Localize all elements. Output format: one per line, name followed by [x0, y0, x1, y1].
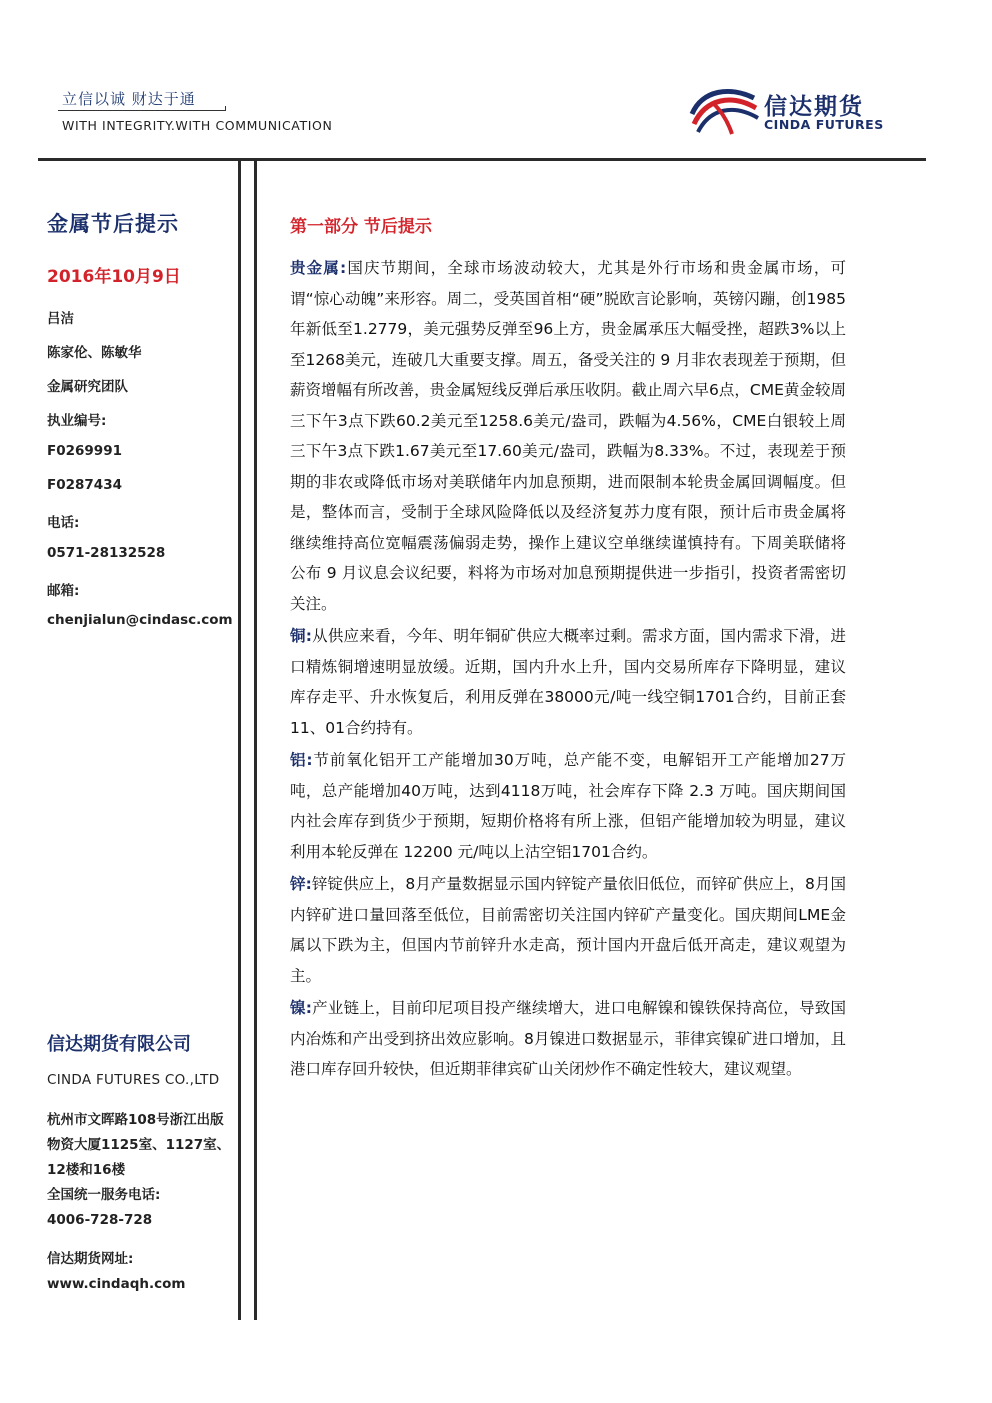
- company-contact: [47, 1108, 237, 1297]
- email-address[interactable]: chenjialun@cindasc.com: [47, 612, 233, 628]
- website-link[interactable]: www.cindaqh.com: [47, 1276, 186, 1292]
- website-label: 信达期货网址:: [47, 1251, 134, 1267]
- company-address: 杭州市文晖路108号浙江出版物资大厦1125室、1127室、12楼和16楼: [47, 1112, 231, 1178]
- hotline-number: 4006-728-728: [47, 1212, 153, 1228]
- top-rule: [38, 158, 926, 161]
- divider-vertical-left: [238, 160, 241, 1320]
- phone-number: 0571-28132528: [47, 545, 166, 561]
- paragraph-text: 产业链上，目前印尼项目投产继续增大，进口电解镍和镍铁保持高位，导致国内冶炼和产出受到挤出效应影响。8月镍进口数据显示，菲律宾镍矿进口增加，且港口库存回升较快，但近期菲律宾矿山关闭炒作不确定性较大，建议观望。: [290, 999, 846, 1078]
- company-name: 信达期货有限公司: [47, 1034, 191, 1055]
- paragraph-text: 锌锭供应上，8月产量数据显示国内锌锭产量依旧低位，而锌矿供应上，8月国内锌矿进口量回落至低位，目前需密切关注国内锌矿产量变化。国庆期间LME金属以下跌为主，但国内节前锌升水走高，预计国内开盘后低开高走，建议观望为主。: [290, 875, 846, 985]
- paragraph-lead: 贵金属:: [290, 259, 347, 277]
- divider-vertical-right: [254, 160, 257, 1320]
- paragraph-aluminum: [290, 745, 846, 867]
- license-label: 执业编号:: [47, 413, 107, 429]
- paragraph-text: 节前氧化铝开工产能增加30万吨，总产能不变，电解铝开工产能增加27万吨，总产能增加40万吨，达到4118万吨，社会库存下降 2.3 万吨。国庆期间国内社会库存到货少于预期，短期价格将有所上涨，但铝产能增加较为明显，建议利用本轮反弹在 12200 元/吨以上沽空铝1701合约。: [290, 751, 846, 861]
- main-content: [290, 212, 846, 1087]
- cinda-logo-icon: [688, 84, 760, 136]
- paragraph-lead: 镍:: [290, 999, 312, 1017]
- paragraph-lead: 铜:: [290, 627, 312, 645]
- company-name-en: CINDA FUTURES CO.,LTD: [47, 1072, 220, 1088]
- hotline-label: 全国统一服务电话:: [47, 1187, 161, 1203]
- license-number-1: F0269991: [47, 443, 122, 459]
- logo-en: CINDA FUTURES: [764, 117, 884, 132]
- header-slogan: 立信以诚 财达于通: [62, 90, 196, 108]
- paragraph-lead: 铝:: [290, 751, 313, 769]
- report-date: 2016年10月9日: [47, 267, 181, 287]
- logo-cn: 信达期货: [764, 94, 864, 120]
- paragraph-text: 国庆节期间，全球市场波动较大，尤其是外行市场和贵金属市场，可谓“惊心动魄”来形容。周二，受英国首相“硬”脱欧言论影响，英镑闪蹦，创1985年新低至1.2779，美元强势反弹至96上方，贵金属承压大幅受挫，超跌3%以上至1268美元，连破几大重要支撑。周五，备受关注的 9 月非农表现差于预期，但薪资增幅有所改善，贵金属短线反弹后承压收阴。截止周六早6点，CME黄金较周三下午3点下跌60.2美元至1258.6美元/盎司，跌幅为4.56%，CME白银较上周三下午3点下跌1.67美元至17.60美元/盎司，跌幅为8.33%。不过，表现差于预期的非农或降低市场对美联储年内加息预期，进而限制本轮贵金属回调幅度。但是，整体而言，受制于全球风险降低以及经济复苏力度有限，预计后市贵金属将继续维持高位宽幅震荡偏弱走势，操作上建议空单继续谨慎持有。下周美联储将公布 9 月议息会议纪要，料将为市场对加息预期提供进一步指引，投资者需密切关注。: [290, 259, 846, 613]
- phone-label: 电话:: [47, 515, 80, 531]
- header-slogan-underline: [58, 110, 226, 111]
- email-label: 邮箱:: [47, 583, 80, 599]
- header-slogan-en: WITH INTEGRITY.WITH COMMUNICATION: [62, 118, 333, 133]
- co-authors: 陈家伦、陈敏华: [47, 345, 142, 361]
- section-title: 第一部分 节后提示: [290, 217, 432, 237]
- paragraph-copper: [290, 621, 846, 743]
- paragraph-lead: 锌:: [290, 875, 312, 893]
- paragraph-precious-metals: [290, 253, 846, 619]
- report-title: 金属节后提示: [47, 212, 179, 236]
- paragraph-nickel: [290, 993, 846, 1085]
- license-number-2: F0287434: [47, 477, 122, 493]
- paragraph-text: 从供应来看，今年、明年铜矿供应大概率过剩。需求方面，国内需求下滑，进口精炼铜增速明显放缓。近期，国内升水上升，国内交易所库存下降明显，建议库存走平、升水恢复后，利用反弹在38000元/吨一线空铜1701合约，目前正套11、01合约持有。: [290, 627, 846, 737]
- team-name: 金属研究团队: [47, 379, 128, 395]
- author-name: 吕洁: [47, 311, 74, 327]
- paragraph-zinc: [290, 869, 846, 991]
